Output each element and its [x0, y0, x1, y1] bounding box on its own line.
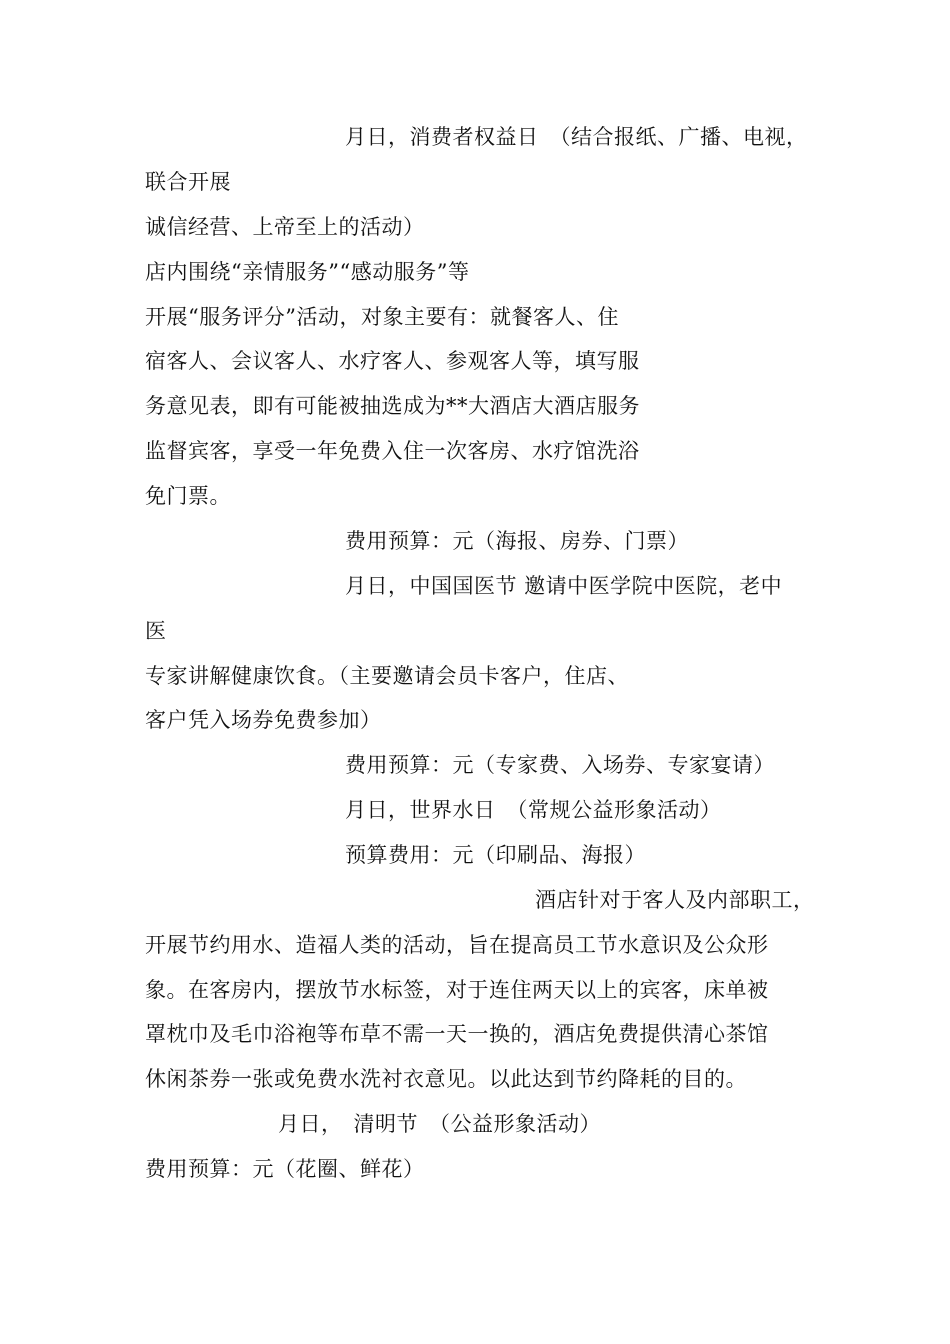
text-line: 开展“服务评分”活动，对象主要有：就餐客人、住: [145, 305, 619, 329]
text-line: 酒店针对于客人及内部职工，: [535, 888, 815, 912]
text-line: 月日， 清明节 （公益形象活动）: [278, 1112, 601, 1136]
text-line: 费用预算：元（海报、房券、门票）: [345, 529, 689, 553]
text-line: 费用预算：元（专家费、入场券、专家宴请）: [345, 753, 775, 777]
text-line: 月日，世界水日 （常规公益形象活动）: [345, 798, 722, 822]
text-line: 罩枕巾及毛巾浴袍等布草不需一天一换的，酒店免费提供清心茶馆: [145, 1022, 769, 1046]
text-line: 专家讲解健康饮食。（主要邀请会员卡客户，住店、: [145, 664, 629, 688]
text-line: 休闲茶券一张或免费水洗衬衣意见。以此达到节约降耗的目的。: [145, 1067, 747, 1091]
text-line: 宿客人、会议客人、水疗客人、参观客人等，填写服: [145, 349, 640, 373]
text-line: 开展节约用水、造福人类的活动，旨在提高员工节水意识及公众形: [145, 933, 769, 957]
text-line: 预算费用：元（印刷品、海报）: [345, 843, 646, 867]
text-line: 联合开展: [145, 170, 231, 194]
text-line: 医: [145, 619, 167, 643]
text-line: 象。在客房内，摆放节水标签，对于连住两天以上的宾客，床单被: [145, 978, 769, 1002]
text-line: 月日，消费者权益日 （结合报纸、广播、电视，: [345, 125, 808, 149]
text-line: 月日，中国国医节 邀请中医学院中医院，老中: [345, 574, 783, 598]
text-line: 费用预算：元（花圈、鲜花）: [145, 1157, 425, 1181]
text-line: 诚信经营、上帝至上的活动）: [145, 215, 425, 239]
text-line: 免门票。: [145, 484, 231, 508]
text-line: 监督宾客，享受一年免费入住一次客房、水疗馆洗浴: [145, 439, 640, 463]
text-line: 店内围绕“亲情服务”“感动服务”等: [145, 260, 470, 284]
text-line: 客户凭入场券免费参加）: [145, 708, 382, 732]
text-line: 务意见表，即有可能被抽选成为**大酒店大酒店服务: [145, 394, 640, 418]
